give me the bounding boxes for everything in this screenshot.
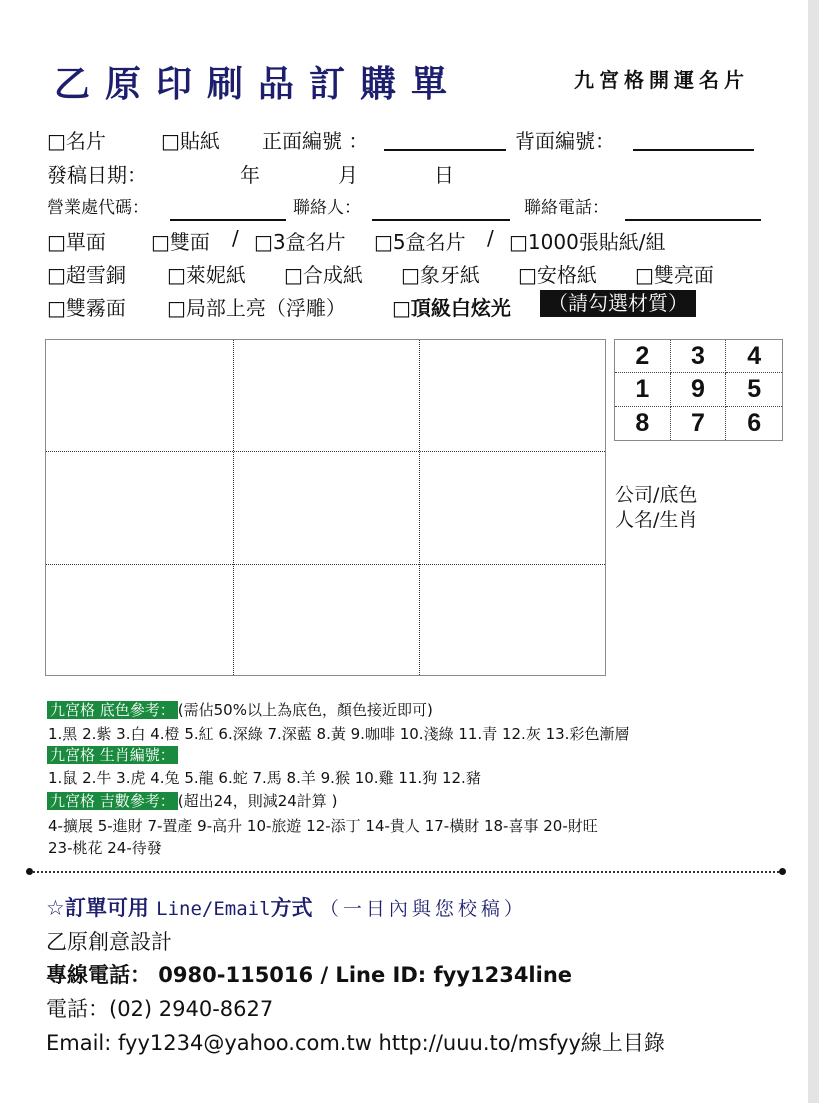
phone-label: 聯絡電話： [524,198,609,218]
year-label: 年 [240,163,260,187]
month-label: 月 [338,163,358,187]
lucky-number-heading [47,790,337,811]
order-method-channels: Line/Email [156,898,271,920]
option-sticker[interactable]: □貼紙 [161,129,220,153]
lucky-number-list: 4-擴展 5-進財 7-置產 9-高升 10-旅遊 12-添丁 14-貴人 17-橫財 18-喜事 20-財旺 [48,817,598,835]
phone-number: 電話：(02) 2940-8627 [46,997,274,1021]
material-option[interactable]: □局部上亮（浮雕） [167,296,346,320]
phone-field[interactable] [625,199,761,221]
contact-label: 聯絡人： [293,198,361,218]
side-label-name: 人名/生肖 [615,509,698,531]
material-option[interactable]: □頂級白炫光 [392,296,511,320]
separator-dot [779,868,786,875]
option-double-side[interactable]: □雙面 [151,230,210,254]
grid-divider [419,340,420,675]
grid-number: 2 [615,340,671,373]
order-method-note: （一日內與您校稿） [319,898,527,920]
grid-number: 4 [726,340,782,373]
order-method-heading [46,892,527,922]
material-option[interactable]: □超雪銅 [47,263,126,287]
design-grid [45,339,606,676]
zodiac-heading [47,744,178,765]
grid-number: 3 [671,340,727,373]
lucky-number-list: 23-桃花 24-待發 [48,839,162,857]
grid-number: 6 [747,408,762,437]
side-label-company: 公司/底色 [615,484,698,506]
front-number-label: 正面編號 ： [262,129,369,153]
lucky-number-note: (超出24，則減24計算 ) [177,792,338,810]
date-label: 發稿日期： [47,163,147,187]
color-reference-tag: 九宮格 底色參考： [47,701,178,719]
separator-slash: / [487,226,494,250]
order-method-text: 訂單可用 [64,896,149,920]
back-number-field[interactable] [633,129,754,151]
grid-number: 5 [726,373,782,406]
lucky-number-tag: 九宮格 吉數參考： [47,792,178,810]
material-option[interactable]: □安格紙 [518,263,597,287]
grid-divider [233,340,234,675]
option-1000-stickers[interactable]: □1000張貼紙/組 [509,230,666,254]
grid-number: 9 [671,373,727,406]
color-reference-note: (需佔50%以上為底色，顏色接近即可) [177,701,433,719]
office-code-label: 營業處代碼： [47,198,149,218]
grid-number: 7 [671,407,727,440]
material-option[interactable]: □雙亮面 [635,263,714,287]
material-option[interactable]: □象牙紙 [401,263,480,287]
grid-number: 1 [615,373,671,406]
option-3-boxes[interactable]: □3盒名片 [254,230,346,254]
front-number-field[interactable] [384,129,506,151]
zodiac-list: 1.鼠 2.牛 3.虎 4.兔 5.龍 6.蛇 7.馬 8.羊 9.猴 10.雞 11.狗 12.豬 [48,769,481,787]
order-method-suffix: 方式 [270,896,313,920]
grid-number: 8 [615,407,671,440]
company-name: 乙原創意設計 [46,930,172,954]
hotline-line-id: 專線電話： 0980-115016 / Line ID: fyy1234line [46,963,573,987]
contact-field[interactable] [372,199,510,221]
material-option[interactable]: □雙霧面 [47,296,126,320]
color-reference-list: 1.黑 2.紫 3.白 4.橙 5.紅 6.深綠 7.深藍 8.黃 9.咖啡 10.淺綠 11.青 12.灰 13.彩色漸層 [48,725,630,743]
grid-divider [46,451,605,452]
back-number-label: 背面編號： [515,129,615,153]
separator-dot [26,868,33,875]
page-title: 乙原印刷品訂購單 [54,64,463,105]
material-note-badge: （請勾選材質） [540,290,696,317]
office-code-field[interactable] [170,199,286,221]
zodiac-tag: 九宮格 生肖編號： [47,746,178,764]
page-subtitle: 九宮格開運名片 [574,68,749,92]
option-single-side[interactable]: □單面 [47,230,106,254]
option-card[interactable]: □名片 [47,129,106,153]
lucky-number-grid [614,339,783,441]
star-icon: ☆ [46,896,65,920]
day-label: 日 [434,163,454,187]
color-reference-heading [47,699,433,720]
grid-divider [46,564,605,565]
material-option[interactable]: □合成紙 [284,263,363,287]
option-5-boxes[interactable]: □5盒名片 [374,230,466,254]
material-option[interactable]: □萊妮紙 [167,263,246,287]
dotted-separator [29,871,783,873]
page-edge [808,0,819,1103]
separator-slash: / [232,226,239,250]
email-and-url[interactable]: Email: fyy1234@yahoo.com.tw http://uuu.to/msfyy線上目錄 [46,1031,665,1055]
